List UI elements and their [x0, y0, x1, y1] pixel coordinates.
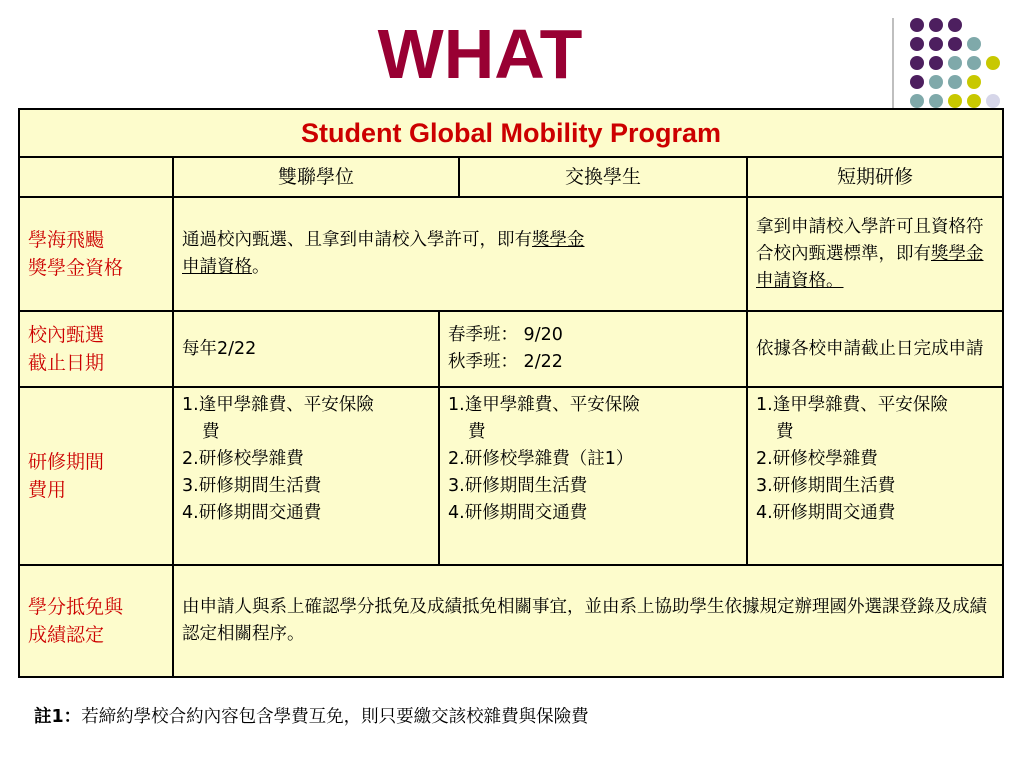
scholarship-text: 通過校內甄選、且拿到申請校入學許可，即有	[182, 230, 532, 250]
dot	[929, 56, 943, 70]
dot	[986, 56, 1000, 70]
footnote	[34, 704, 589, 730]
row-label-fees: 研修期間 費用	[19, 387, 173, 565]
row-label-scholarship: 學海飛颺 獎學金資格	[19, 197, 173, 311]
dot	[948, 94, 962, 108]
slide-title: WHAT	[377, 15, 583, 93]
dot	[967, 56, 981, 70]
fee-item: 2.研修校學雜費（註1）	[448, 449, 634, 469]
dot	[948, 56, 962, 70]
dot	[929, 37, 943, 51]
row-label-deadline: 校內甄選 截止日期	[19, 311, 173, 387]
fee-item: 1.逢甲學雜費、平安保險	[448, 395, 640, 415]
scholarship-underlined-text: 獎學金	[532, 230, 585, 250]
fee-item: 3.研修期間生活費	[448, 476, 588, 496]
fee-item: 2.研修校學雜費	[756, 449, 878, 469]
fee-item: 1.逢甲學雜費、平安保險	[182, 395, 374, 415]
mobility-program-table	[18, 108, 1004, 678]
empty-corner-cell	[19, 157, 173, 197]
program-header: Student Global Mobility Program	[19, 109, 1003, 157]
dot	[929, 18, 943, 32]
dot	[910, 94, 924, 108]
column-header-dual-degree: 雙聯學位	[173, 157, 459, 197]
scholarship-eligibility-short-term	[747, 197, 1003, 311]
deadline-spring: 春季班： 9/20	[448, 325, 563, 345]
dot	[929, 75, 943, 89]
scholarship-short-text: 拿到申請校入學許可且資格符合校內甄選標準，即有	[756, 216, 984, 264]
scholarship-eligibility-dual-exchange	[173, 197, 747, 311]
fee-item: 4.研修期間交通費	[756, 503, 896, 523]
fees-short-term	[747, 387, 1003, 565]
footnote-text: 若締約學校合約內容包含學費互免，則只要繳交該校雜費與保險費	[81, 707, 589, 727]
dot	[910, 56, 924, 70]
fee-item: 3.研修期間生活費	[182, 476, 322, 496]
fees-exchange	[439, 387, 747, 565]
decorative-dot-grid	[0, 0, 1024, 110]
footnote-label: 註1：	[34, 707, 82, 727]
dot	[967, 37, 981, 51]
deadline-short-term: 依據各校申請截止日完成申請	[747, 311, 1003, 387]
deadline-fall: 秋季班： 2/22	[448, 352, 563, 372]
fee-item: 2.研修校學雜費	[182, 449, 304, 469]
fee-item: 4.研修期間交通費	[448, 503, 588, 523]
fee-item: 4.研修期間交通費	[182, 503, 322, 523]
dot	[986, 94, 1000, 108]
scholarship-underlined-text: 申請資格	[182, 257, 252, 277]
deadline-exchange	[439, 311, 747, 387]
deadline-dual-degree: 每年2/22	[173, 311, 439, 387]
fee-item-continued: 費	[202, 422, 220, 442]
fee-item-continued: 費	[776, 422, 794, 442]
dot	[948, 37, 962, 51]
fee-item: 1.逢甲學雜費、平安保險	[756, 395, 948, 415]
scholarship-text-end: 。	[252, 257, 270, 277]
column-header-exchange: 交換學生	[459, 157, 747, 197]
scholarship-short-underlined-text: 獎學金申請資格。	[756, 243, 984, 291]
fee-item-continued: 費	[468, 422, 486, 442]
fees-dual-degree	[173, 387, 439, 565]
fee-item: 3.研修期間生活費	[756, 476, 896, 496]
dot	[910, 37, 924, 51]
dot	[948, 18, 962, 32]
dot	[910, 75, 924, 89]
dot	[929, 94, 943, 108]
dot	[967, 94, 981, 108]
credits-description: 由申請人與系上確認學分抵免及成績抵免相關事宜，並由系上協助學生依據規定辦理國外選課登錄及成績認定相關程序。	[173, 565, 1003, 677]
dot	[967, 75, 981, 89]
row-label-credits: 學分抵免與 成績認定	[19, 565, 173, 677]
column-header-short-term: 短期研修	[747, 157, 1003, 197]
dot	[910, 18, 924, 32]
dot	[948, 75, 962, 89]
